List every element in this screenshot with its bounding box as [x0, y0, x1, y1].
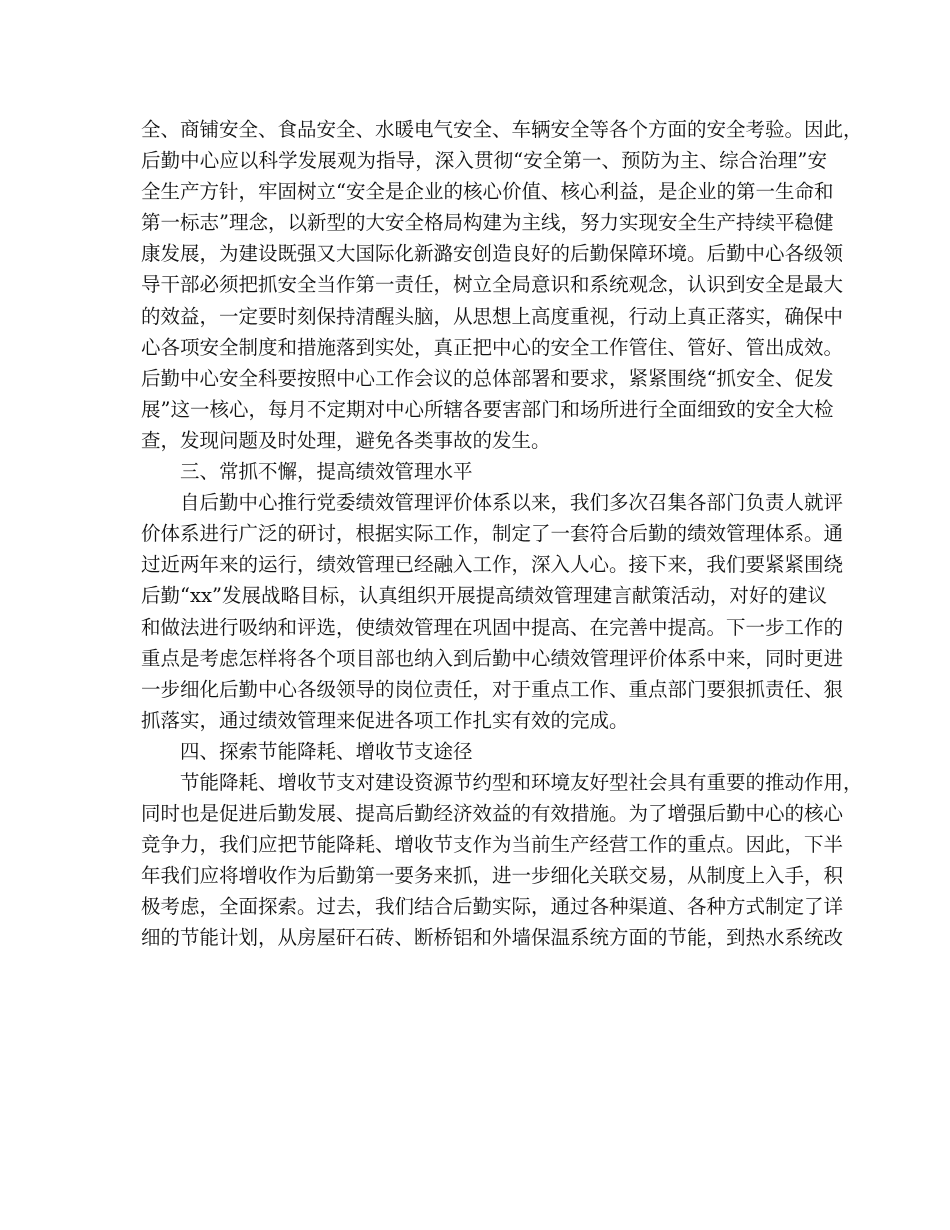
paragraph-first-line: 节能降耗、增收节支对建设资源节约型和环境友好型社会具有重要的推动作用，: [180, 770, 863, 794]
text-line: 查，发现问题及时处理，避免各类事故的发生。: [141, 428, 551, 452]
text-line: 全生产方针，牢固树立“安全是企业的核心价值、核心利益，是企业的第一生命和: [141, 180, 834, 204]
text-line: 细的节能计划，从房屋矸石砖、断桥铝和外墙保温系统方面的节能，到热水系统改: [141, 926, 844, 950]
text-line: 展”这一核心，每月不定期对中心所辖各要害部门和场所进行全面细致的安全大检: [141, 397, 834, 421]
text-line: 心各项安全制度和措施落到实处，真正把中心的安全工作管住、管好、管出成效。: [141, 335, 844, 359]
text-line: 竞争力，我们应把节能降耗、增收节支作为当前生产经营工作的重点。因此，下半: [141, 833, 844, 857]
section-heading: 四、探索节能降耗、增收节支途径: [180, 739, 473, 763]
text-line: 全、商铺安全、食品安全、水暖电气安全、车辆安全等各个方面的安全考验。因此，: [141, 118, 863, 141]
text-line: 和做法进行吸纳和评选，使绩效管理在巩固中提高、在完善中提高。下一步工作的: [141, 615, 844, 639]
text-line: 过近两年来的运行，绩效管理已经融入工作，深入人心。接下来，我们要紧紧围绕: [141, 553, 844, 577]
paragraph-first-line: 自后勤中心推行党委绩效管理评价体系以来，我们多次召集各部门负责人就评: [180, 491, 844, 515]
text-line: 抓落实，通过绩效管理来促进各项工作扎实有效的完成。: [141, 708, 629, 732]
text-line: 第一标志”理念，以新型的大安全格局构建为主线，努力实现安全生产持续平稳健: [141, 211, 834, 235]
text-line: 的效益，一定要时刻保持清醒头脑，从思想上高度重视，行动上真正落实，确保中: [141, 304, 844, 328]
section-heading: 三、常抓不懈，提高绩效管理水平: [180, 460, 473, 484]
text-line: 后勤中心应以科学发展观为指导，深入贯彻“安全第一、预防为主、综合治理”安: [141, 149, 827, 173]
text-line: 导干部必须把抓安全当作第一责任，树立全局意识和系统观念，认识到安全是最大: [141, 273, 844, 297]
body-text: [141, 114, 863, 954]
text-line: 后勤中心安全科要按照中心工作会议的总体部署和要求，紧紧围绕“抓安全、促发: [141, 366, 834, 390]
text-line: 一步细化后勤中心各级领导的岗位责任，对于重点工作、重点部门要狠抓责任、狠: [141, 677, 844, 701]
text-line: 极考虑，全面探索。过去，我们结合后勤实际，通过各种渠道、各种方式制定了详: [141, 895, 844, 919]
text-line: 年我们应将增收作为后勤第一要务来抓，进一步细化关联交易，从制度上入手，积: [141, 864, 844, 888]
text-line: 价体系进行广泛的研讨，根据实际工作，制定了一套符合后勤的绩效管理体系。通: [141, 522, 844, 546]
text-line: 后勤“xx”发展战略目标，认真组织开展提高绩效管理建言献策活动，对好的建议: [141, 584, 827, 608]
text-line: 同时也是促进后勤发展、提高后勤经济效益的有效措施。为了增强后勤中心的核心: [141, 802, 844, 826]
text-line: 康发展，为建设既强又大国际化新潞安创造良好的后勤保障环境。后勤中心各级领: [141, 242, 844, 266]
text-line: 重点是考虑怎样将各个项目部也纳入到后勤中心绩效管理评价体系中来，同时更进: [141, 646, 844, 670]
